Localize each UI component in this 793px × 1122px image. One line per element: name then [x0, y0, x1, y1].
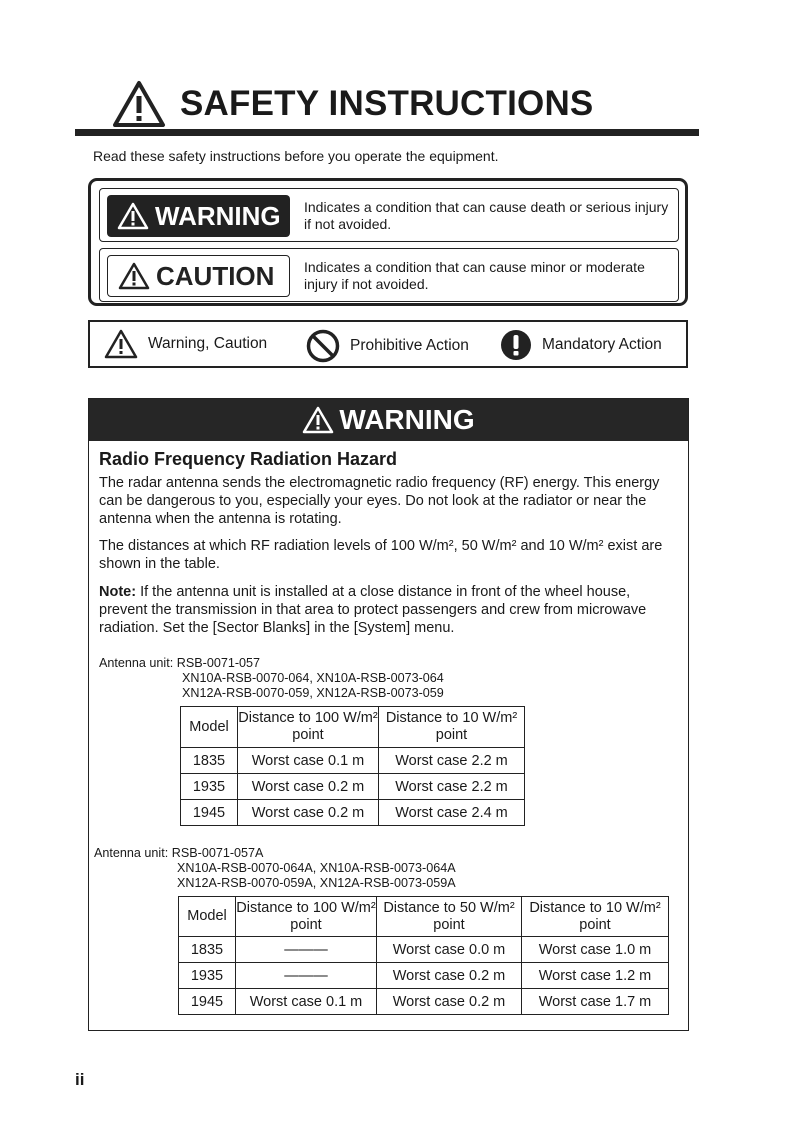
page-title-row: [112, 76, 593, 132]
table-cell: Worst case 0.2 m: [377, 989, 522, 1015]
warning-signal-word: WARNING: [155, 200, 281, 231]
table-cell: ———: [236, 963, 377, 989]
table-cell: 1945: [179, 989, 236, 1015]
table-cell: 1945: [181, 800, 238, 826]
antenna-unit-model: XN10A-RSB-0070-064, XN10A-RSB-0073-064: [182, 671, 444, 685]
warning-triangle-icon: [118, 262, 150, 290]
page-number: ii: [75, 1070, 85, 1089]
table-cell: Worst case 1.0 m: [522, 937, 669, 963]
table-row: [181, 748, 525, 774]
panel-signal-word: WARNING: [339, 404, 475, 435]
table-cell: Worst case 0.2 m: [377, 963, 522, 989]
hazard-paragraph-1: The radar antenna sends the electromagnetic radio frequency (RF) energy. This energy can be dangerous to you, especially your eyes. Do not look at the radiator or near the antenna when the antenna is rotating.: [99, 475, 660, 527]
note-text: If the antenna unit is installed at a close distance in front of the wheel house, prevent the transmission in that area to protect passengers and crew from microwave radiation. Set the [Sector Blanks] in the [System] menu.: [99, 584, 647, 636]
table-row: [181, 800, 525, 826]
warning-description: Indicates a condition that can cause death or serious injury if not avoided.: [304, 199, 669, 232]
table-header-row: [181, 707, 525, 748]
warning-triangle-icon: [302, 406, 334, 434]
table-cell: Worst case 1.2 m: [522, 963, 669, 989]
symbol-warning-caution: [104, 329, 267, 359]
symbol-label: Warning, Caution: [148, 335, 268, 352]
table-header-cell: Model: [181, 707, 238, 748]
table-cell: Worst case 0.1 m: [236, 989, 377, 1015]
table-cell: 1935: [179, 963, 236, 989]
prohibition-icon: [306, 329, 340, 363]
antenna-unit-label-2: [94, 846, 263, 862]
table-cell: Worst case 0.1 m: [238, 748, 379, 774]
table-cell: 1835: [181, 748, 238, 774]
table-header-cell: Model: [179, 897, 236, 937]
antenna-unit-model: XN10A-RSB-0070-064A, XN10A-RSB-0073-064A: [177, 861, 456, 875]
warning-triangle-icon: [104, 329, 138, 359]
title-divider: [75, 129, 699, 136]
rf-distance-table-1: [180, 706, 525, 826]
antenna-unit-label-1: [99, 656, 260, 672]
table-cell: Worst case 2.2 m: [379, 774, 525, 800]
antenna-unit-prefix: Antenna unit:: [94, 846, 169, 860]
table-cell: ———: [236, 937, 377, 963]
antenna-unit-model: RSB-0071-057A: [171, 846, 264, 860]
table-cell: Worst case 1.7 m: [522, 989, 669, 1015]
table-cell: Worst case 0.2 m: [238, 800, 379, 826]
table-cell: Worst case 2.2 m: [379, 748, 525, 774]
caution-signal-word: CAUTION: [156, 260, 275, 291]
antenna-unit-prefix: Antenna unit:: [99, 656, 174, 670]
caution-label-box: [107, 255, 290, 297]
note-label: Note:: [99, 584, 137, 600]
table-header-cell: Distance to 10 W/m² point: [379, 707, 525, 748]
antenna-unit-model: XN12A-RSB-0070-059A, XN12A-RSB-0073-059A: [177, 876, 456, 890]
table-cell: 1935: [181, 774, 238, 800]
table-header-cell: Distance to 100 W/m² point: [236, 897, 377, 937]
hazard-paragraph-2: The distances at which RF radiation levels of 100 W/m², 50 W/m² and 10 W/m² exist are shown in the table.: [99, 538, 663, 572]
table-header-cell: Distance to 10 W/m² point: [522, 897, 669, 937]
panel-header: [89, 399, 688, 441]
table-cell: Worst case 0.2 m: [238, 774, 379, 800]
warning-triangle-icon: [112, 80, 166, 128]
intro-text: Read these safety instructions before you operate the equipment.: [93, 148, 499, 164]
table-header-cell: Distance to 100 W/m² point: [238, 707, 379, 748]
table-header-row: [179, 897, 669, 937]
antenna-unit-model: RSB-0071-057: [176, 656, 261, 670]
symbol-mandatory: [500, 329, 662, 361]
table-cell: Worst case 2.4 m: [379, 800, 525, 826]
table-row: [181, 774, 525, 800]
table-cell: Worst case 0.0 m: [377, 937, 522, 963]
symbol-label: Prohibitive Action: [350, 337, 469, 354]
warning-label-box: [107, 195, 290, 237]
exclamation-circle-icon: [500, 329, 532, 361]
rf-warning-panel: [88, 398, 689, 1031]
table-header-cell: Distance to 50 W/m² point: [377, 897, 522, 937]
warning-triangle-icon: [117, 202, 149, 230]
signal-word-legend: [88, 178, 688, 306]
table-row: [179, 989, 669, 1015]
caution-description: Indicates a condition that can cause minor or moderate injury if not avoided.: [304, 259, 645, 292]
table-row: [179, 937, 669, 963]
antenna-unit-model: XN12A-RSB-0070-059, XN12A-RSB-0073-059: [182, 686, 444, 700]
table-row: [179, 963, 669, 989]
hazard-heading: Radio Frequency Radiation Hazard: [99, 449, 398, 469]
symbol-legend: [88, 320, 688, 368]
legend-row-caution: [99, 248, 679, 302]
legend-row-warning: [99, 188, 679, 242]
symbol-label: Mandatory Action: [542, 336, 662, 353]
rf-distance-table-2: [178, 896, 669, 1015]
symbol-prohibitive: [306, 329, 469, 363]
page-title: SAFETY INSTRUCTIONS: [180, 84, 594, 123]
hazard-note: [99, 583, 674, 637]
table-cell: 1835: [179, 937, 236, 963]
